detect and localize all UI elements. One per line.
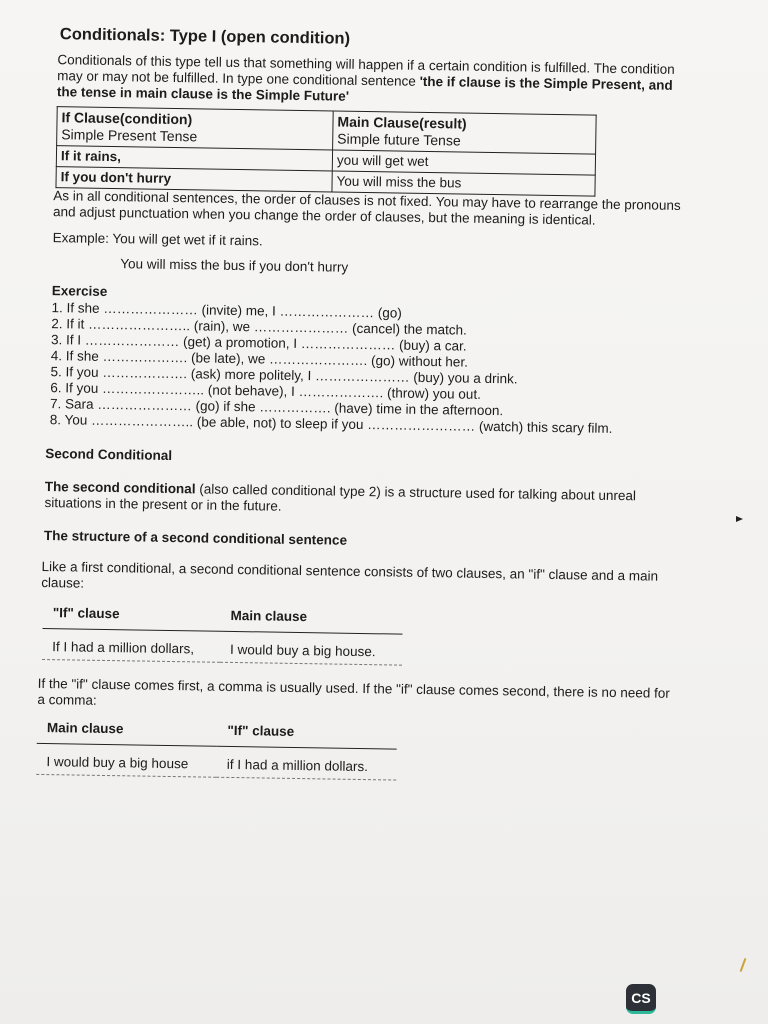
table-cell: If I had a million dollars, [42, 628, 220, 662]
type1-table [55, 106, 596, 196]
table-cell: If you don't hurry [56, 167, 332, 192]
if-clause-header [57, 107, 334, 150]
exercise-list [50, 300, 704, 438]
comma-paragraph: If the "if" clause comes first, a comma is usually used. If the "if" clause comes second, there is no need for a comma: [37, 675, 670, 708]
page-title: Conditionals: Type I (open condition) [59, 25, 351, 48]
table-cell: If it rains, [56, 146, 332, 171]
second-conditional-heading: Second Conditional [45, 446, 173, 464]
structure-paragraph: Like a first conditional, a second conditional sentence consists of two clauses, an "if" clause and a main clause: [41, 558, 659, 591]
document-body [36, 26, 708, 785]
second-intro-text: (also called conditional type 2) is a structure used for talking about unreal situations in the present or in the future. [44, 481, 637, 514]
camscanner-logo-icon: CS [626, 984, 656, 1014]
second-conditional-intro [44, 479, 674, 521]
if-clause-header-tense: Simple Present Tense [61, 126, 198, 145]
pen-stroke-mark [740, 958, 747, 972]
exercise-item: 3. If I ………………… (get) a promotion, I ………………… (buy) a car. [50, 332, 467, 354]
column-header: "If" clause [43, 605, 221, 631]
table-cell: you will get wet [332, 150, 595, 175]
exercise-item: 8. You ………………….. (be able, not) to sleep if you …………………… (watch) this scary film. [49, 412, 613, 436]
table-cell: I would buy a big house. [220, 631, 403, 665]
intro-text: Conditionals of this type tell us that something will happen if a certain condition is fulfilled. The condition may or may not be fulfilled. In type one conditional sentence [57, 52, 675, 89]
structure-heading: The structure of a second conditional sentence [43, 528, 348, 548]
table-cell: I would buy a big house [36, 743, 217, 777]
exercise-item: 4. If she ………………. (be late), we …………………. (go) without her. [50, 348, 469, 370]
clause-order-paragraph: As in all conditional sentences, the order of clauses is not fixed. You may have to rearrange the pronouns and adjust punctuation when you change the order of clauses, but the meaning is identical. [52, 188, 681, 228]
clause-table-if-first [42, 605, 403, 666]
intro-paragraph [57, 52, 688, 110]
column-header: "If" clause [217, 723, 397, 749]
main-clause-header-tense: Simple future Tense [337, 130, 461, 149]
table-row [36, 743, 396, 780]
exercise-item: 6. If you ………………….. (not behave), I ………………. (throw) you out. [50, 380, 482, 402]
table-row [42, 628, 402, 665]
exercise-heading: Exercise [51, 283, 108, 299]
table-cell: if I had a million dollars. [217, 746, 397, 780]
clause-table-main-first [36, 720, 397, 781]
main-clause-header [333, 111, 597, 154]
intro-bold: 'the if clause is the Simple Present, and the tense in main clause is the Simple Future' [56, 73, 673, 104]
example-line-1: Example: You will get wet if it rains. [52, 230, 263, 249]
column-header: Main clause [220, 608, 403, 634]
column-header: Main clause [37, 720, 218, 746]
margin-arrow-mark [736, 516, 743, 522]
exercise-item: 7. Sara ………………… (go) if she ……………. (have) time in the afternoon. [49, 396, 504, 419]
example-line-2: You will miss the bus if you don't hurry [120, 256, 349, 275]
exercise-item: 5. If you ………………. (ask) more politely, I ………………… (buy) you a drink. [50, 364, 518, 387]
main-clause-header-title: Main Clause(result) [337, 113, 467, 132]
table-cell: You will miss the bus [332, 171, 595, 196]
exercise-item: 1. If she ………………… (invite) me, I ………………… (go) [51, 300, 402, 321]
if-clause-header-title: If Clause(condition) [61, 109, 193, 128]
second-intro-bold: The second conditional [44, 479, 196, 497]
exercise-item: 2. If it ………………….. (rain), we ………………… (cancel) the match. [51, 316, 467, 338]
